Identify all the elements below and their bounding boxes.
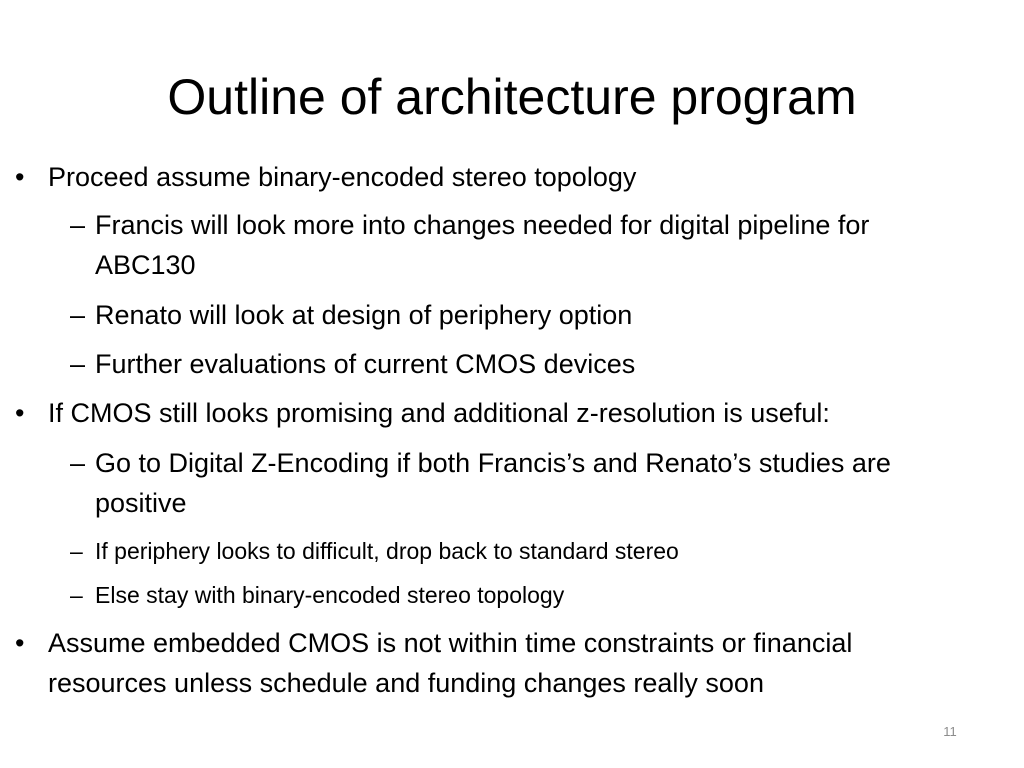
sub-bullet-text-line2: ABC130 — [95, 250, 196, 280]
bullet-item — [15, 623, 1005, 703]
dash-marker: – — [70, 538, 83, 564]
dash-marker: – — [70, 210, 86, 240]
sub-bullet-item — [70, 443, 1010, 523]
bullet-text-line2: resources unless schedule and funding changes really soon — [48, 668, 764, 698]
dash-marker: – — [70, 448, 86, 478]
bullet-marker: • — [15, 398, 25, 428]
bullet-text-line1: Assume embedded CMOS is not within time constraints or financial — [48, 628, 853, 658]
sub-bullet-item — [70, 295, 1010, 335]
bullet-marker: • — [15, 162, 25, 192]
sub-bullet-text: Else stay with binary-encoded stereo topology — [95, 582, 565, 608]
bullet-marker: • — [15, 628, 25, 658]
sub-bullet-item — [70, 578, 1010, 612]
dash-marker: – — [70, 582, 83, 608]
sub-bullet-text: If periphery looks to difficult, drop back to standard stereo — [95, 538, 679, 564]
sub-bullet-item — [70, 205, 1010, 285]
dash-marker: – — [70, 300, 86, 330]
bullet-text: Proceed assume binary-encoded stereo topology — [48, 162, 637, 192]
page-number: 11 — [943, 724, 957, 739]
sub-bullet-item — [70, 534, 1010, 568]
sub-bullet-text: Further evaluations of current CMOS devices — [95, 349, 636, 379]
sub-bullet-text-line1: Francis will look more into changes needed for digital pipeline for — [95, 210, 870, 240]
bullet-item — [15, 393, 1005, 433]
slide-title: Outline of architecture program — [167, 69, 857, 125]
sub-bullet-item — [70, 344, 1010, 384]
dash-marker: – — [70, 349, 86, 379]
sub-bullet-text-line2: positive — [95, 488, 187, 518]
bullet-text: If CMOS still looks promising and additional z-resolution is useful: — [48, 398, 830, 428]
sub-bullet-text: Renato will look at design of periphery option — [95, 300, 633, 330]
sub-bullet-text-line1: Go to Digital Z-Encoding if both Francis’s and Renato’s studies are — [95, 448, 891, 478]
bullet-item — [15, 157, 1005, 197]
